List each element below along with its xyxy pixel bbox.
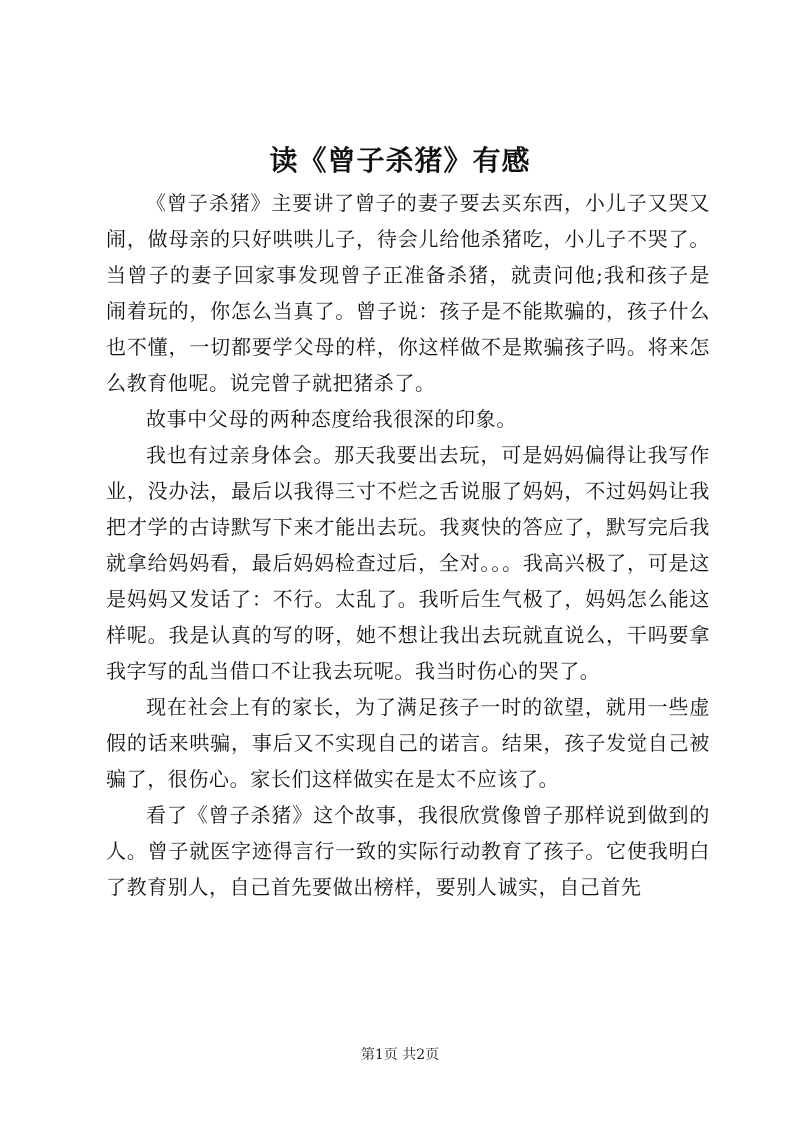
- document-body: [106, 185, 710, 905]
- paragraph-5: 看了《曾子杀猪》这个故事，我很欣赏像曾子那样说到做到的人。曾子就医字迹得言行一致的实际行动教育了孩子。它使我明白了教育别人，自己首先要做出榜样，要别人诚实，自己首先: [106, 803, 710, 899]
- page-title: 读《曾子杀猪》有感: [269, 144, 531, 177]
- paragraph-2: 故事中父母的两种态度给我很深的印象。: [146, 407, 517, 431]
- page-number-footer: 第1页 共2页: [360, 1047, 440, 1063]
- paragraph-4: 现在社会上有的家长，为了满足孩子一时的欲望，就用一些虚假的话来哄骗，事后又不实现自己的诺言。结果，孩子发觉自己被骗了，很伤心。家长们这样做实在是太不应该了。: [106, 695, 710, 791]
- paragraph-1: 《曾子杀猪》主要讲了曾子的妻子要去买东西，小儿子又哭又闹，做母亲的只好哄哄儿子，待会儿给他杀猪吃，小儿子不哭了。当曾子的妻子回家事发现曾子正准备杀猪，就责问他;我和孩子是闹着玩的，你怎么当真了。曾子说：孩子是不能欺骗的，孩子什么也不懂，一切都要学父母的样，你这样做不是欺骗孩子吗。将来怎么教育他呢。说完曾子就把猪杀了。: [106, 191, 710, 395]
- paragraph-3: 我也有过亲身体会。那天我要出去玩，可是妈妈偏得让我写作业，没办法，最后以我得三寸不烂之舌说服了妈妈，不过妈妈让我把才学的古诗默写下来才能出去玩。我爽快的答应了，默写完后我就拿给妈妈看，最后妈妈检查过后，全对。。。我高兴极了，可是这是妈妈又发话了：不行。太乱了。我听后生气极了，妈妈怎么能这样呢。我是认真的写的呀，她不想让我出去玩就直说么，干吗要拿我字写的乱当借口不让我去玩呢。我当时伤心的哭了。: [106, 443, 710, 683]
